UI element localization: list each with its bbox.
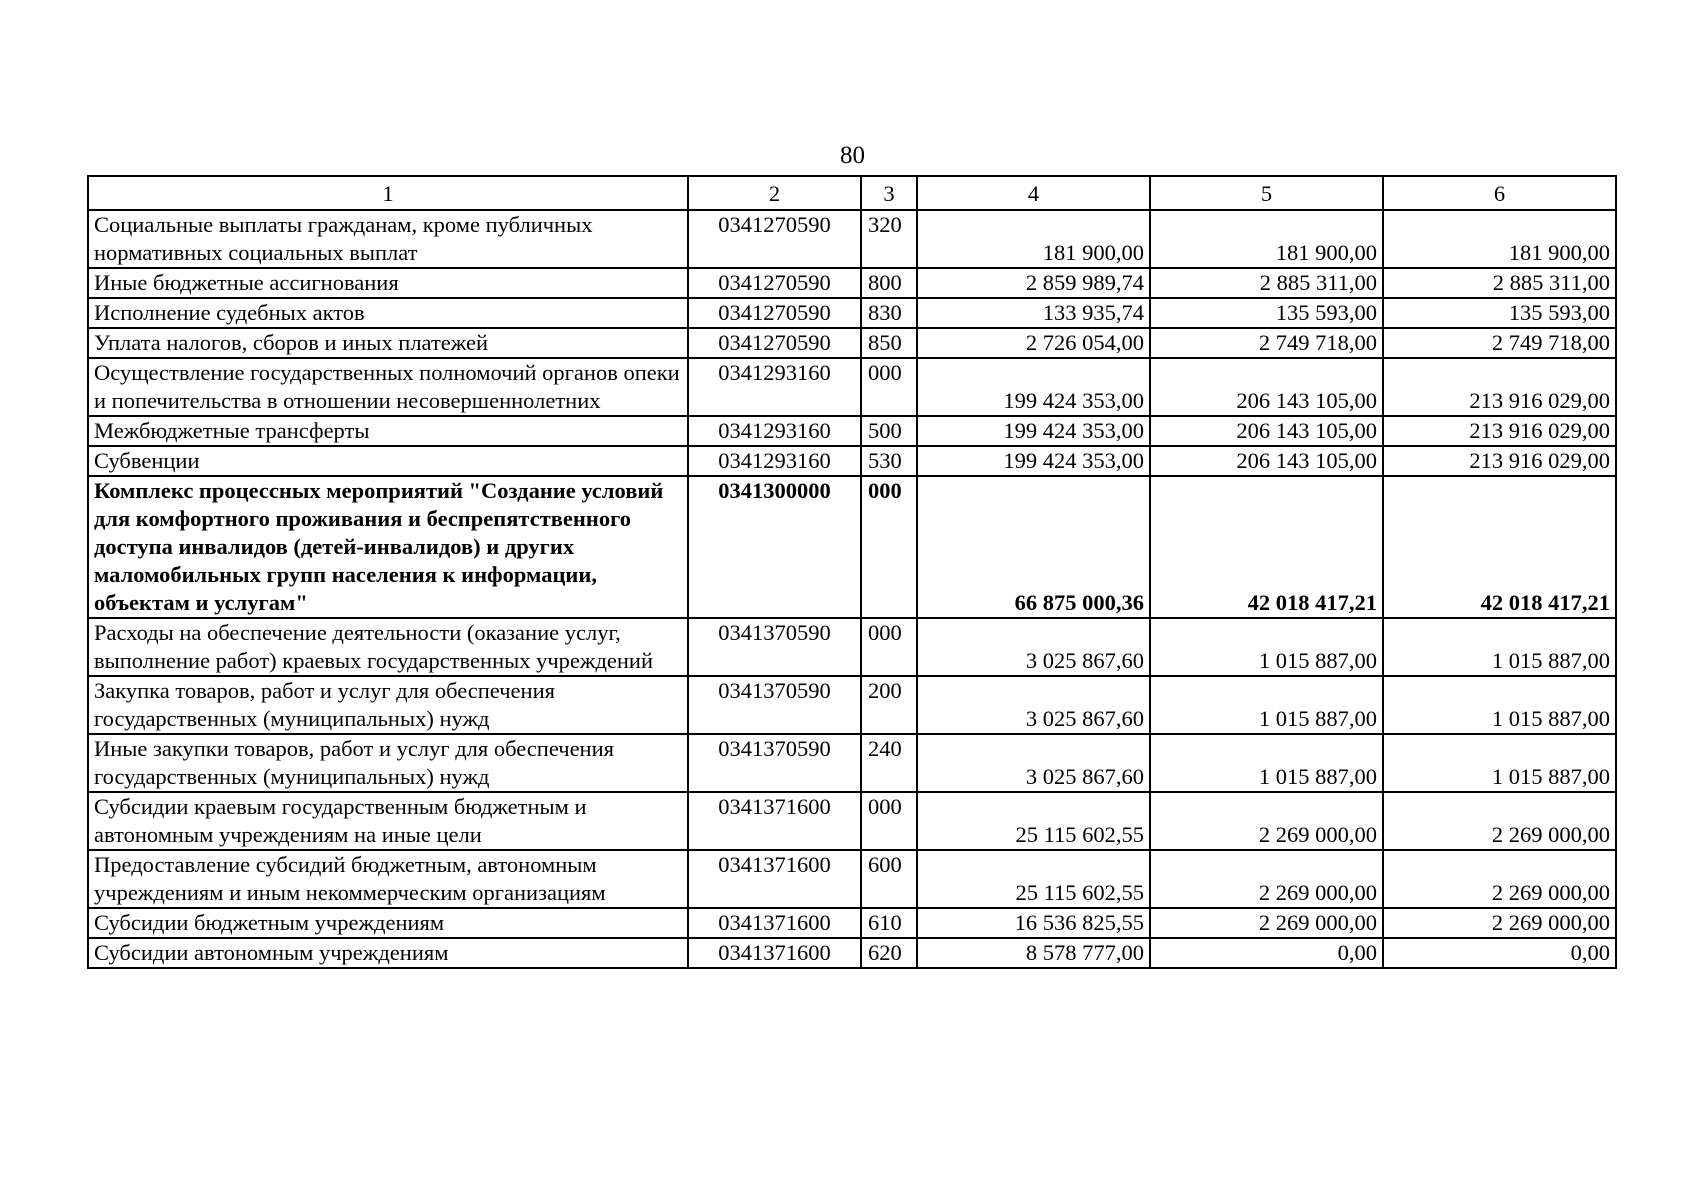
table-row (88, 908, 1616, 938)
cell-amount-col5: 2 269 000,00 (1150, 850, 1383, 908)
cell-code: 0341371600 (688, 908, 861, 938)
cell-name: Субсидии краевым государственным бюджетным и автономным учреждениям на иные цели (88, 792, 688, 850)
table-row (88, 792, 1616, 850)
cell-amount-col4: 25 115 602,55 (917, 850, 1150, 908)
header-col-3: 3 (861, 176, 917, 210)
cell-amount-col6: 2 269 000,00 (1383, 850, 1616, 908)
table-row (88, 618, 1616, 676)
cell-expense-type: 200 (861, 676, 917, 734)
cell-amount-col4: 3 025 867,60 (917, 734, 1150, 792)
header-col-1: 1 (88, 176, 688, 210)
cell-amount-col5: 135 593,00 (1150, 298, 1383, 328)
cell-name: Иные бюджетные ассигнования (88, 268, 688, 298)
cell-expense-type: 600 (861, 850, 917, 908)
table-row (88, 416, 1616, 446)
table-row (88, 298, 1616, 328)
cell-amount-col5: 2 749 718,00 (1150, 328, 1383, 358)
cell-name: Иные закупки товаров, работ и услуг для обеспечения государственных (муниципальных) нужд (88, 734, 688, 792)
cell-name: Осуществление государственных полномочий органов опеки и попечительства в отношении несовершеннолетних (88, 358, 688, 416)
table-row (88, 850, 1616, 908)
table-row (88, 268, 1616, 298)
cell-name: Уплата налогов, сборов и иных платежей (88, 328, 688, 358)
header-col-2: 2 (688, 176, 861, 210)
cell-code: 0341270590 (688, 298, 861, 328)
cell-expense-type: 610 (861, 908, 917, 938)
cell-amount-col4: 199 424 353,00 (917, 416, 1150, 446)
cell-name: Исполнение судебных актов (88, 298, 688, 328)
cell-amount-col4: 3 025 867,60 (917, 618, 1150, 676)
table-row (88, 210, 1616, 268)
cell-code: 0341293160 (688, 358, 861, 416)
cell-name: Субсидии автономным учреждениям (88, 938, 688, 968)
table-row (88, 358, 1616, 416)
cell-code: 0341270590 (688, 210, 861, 268)
cell-amount-col6: 2 269 000,00 (1383, 792, 1616, 850)
cell-amount-col6: 2 885 311,00 (1383, 268, 1616, 298)
cell-amount-col4: 181 900,00 (917, 210, 1150, 268)
cell-amount-col4: 25 115 602,55 (917, 792, 1150, 850)
cell-code: 0341270590 (688, 268, 861, 298)
cell-expense-type: 620 (861, 938, 917, 968)
cell-amount-col5: 1 015 887,00 (1150, 618, 1383, 676)
cell-expense-type: 320 (861, 210, 917, 268)
cell-amount-col5: 42 018 417,21 (1150, 476, 1383, 618)
cell-amount-col6: 0,00 (1383, 938, 1616, 968)
cell-amount-col6: 1 015 887,00 (1383, 734, 1616, 792)
cell-amount-col5: 206 143 105,00 (1150, 446, 1383, 476)
cell-code: 0341300000 (688, 476, 861, 618)
cell-code: 0341371600 (688, 938, 861, 968)
budget-table (87, 175, 1617, 969)
table-header-row (88, 176, 1616, 210)
cell-amount-col6: 181 900,00 (1383, 210, 1616, 268)
cell-name: Субсидии бюджетным учреждениям (88, 908, 688, 938)
header-col-5: 5 (1150, 176, 1383, 210)
cell-amount-col4: 199 424 353,00 (917, 358, 1150, 416)
cell-name: Субвенции (88, 446, 688, 476)
cell-expense-type: 240 (861, 734, 917, 792)
cell-name: Межбюджетные трансферты (88, 416, 688, 446)
table-row (88, 734, 1616, 792)
cell-amount-col5: 1 015 887,00 (1150, 676, 1383, 734)
cell-amount-col5: 206 143 105,00 (1150, 416, 1383, 446)
cell-amount-col5: 206 143 105,00 (1150, 358, 1383, 416)
cell-code: 0341371600 (688, 850, 861, 908)
page-number: 80 (840, 142, 865, 169)
cell-expense-type: 830 (861, 298, 917, 328)
cell-expense-type: 000 (861, 476, 917, 618)
cell-expense-type: 530 (861, 446, 917, 476)
cell-code: 0341270590 (688, 328, 861, 358)
cell-amount-col6: 1 015 887,00 (1383, 618, 1616, 676)
cell-amount-col6: 135 593,00 (1383, 298, 1616, 328)
cell-amount-col6: 213 916 029,00 (1383, 358, 1616, 416)
cell-name: Расходы на обеспечение деятельности (оказание услуг, выполнение работ) краевых государственных учреждений (88, 618, 688, 676)
cell-name: Закупка товаров, работ и услуг для обеспечения государственных (муниципальных) нужд (88, 676, 688, 734)
table-row (88, 328, 1616, 358)
cell-amount-col4: 8 578 777,00 (917, 938, 1150, 968)
cell-amount-col6: 2 269 000,00 (1383, 908, 1616, 938)
cell-expense-type: 000 (861, 618, 917, 676)
cell-amount-col4: 2 859 989,74 (917, 268, 1150, 298)
cell-amount-col6: 213 916 029,00 (1383, 446, 1616, 476)
table-row (88, 676, 1616, 734)
cell-expense-type: 850 (861, 328, 917, 358)
cell-expense-type: 000 (861, 792, 917, 850)
cell-amount-col5: 2 269 000,00 (1150, 908, 1383, 938)
table-body (88, 210, 1616, 968)
cell-amount-col6: 1 015 887,00 (1383, 676, 1616, 734)
cell-amount-col6: 2 749 718,00 (1383, 328, 1616, 358)
cell-amount-col6: 42 018 417,21 (1383, 476, 1616, 618)
cell-amount-col5: 0,00 (1150, 938, 1383, 968)
cell-amount-col4: 16 536 825,55 (917, 908, 1150, 938)
cell-name: Предоставление субсидий бюджетным, автономным учреждениям и иным некоммерческим организациям (88, 850, 688, 908)
header-col-4: 4 (917, 176, 1150, 210)
cell-amount-col5: 181 900,00 (1150, 210, 1383, 268)
cell-name: Комплекс процессных мероприятий "Создание условий для комфортного проживания и беспрепятственного доступа инвалидов (детей-инвалидов) и других маломобильных групп населения к информации, объектам и услугам" (88, 476, 688, 618)
cell-code: 0341293160 (688, 416, 861, 446)
cell-code: 0341370590 (688, 618, 861, 676)
table-row (88, 446, 1616, 476)
cell-amount-col4: 3 025 867,60 (917, 676, 1150, 734)
header-col-6: 6 (1383, 176, 1616, 210)
cell-amount-col5: 1 015 887,00 (1150, 734, 1383, 792)
cell-expense-type: 500 (861, 416, 917, 446)
cell-expense-type: 800 (861, 268, 917, 298)
table-row (88, 938, 1616, 968)
cell-amount-col5: 2 885 311,00 (1150, 268, 1383, 298)
cell-code: 0341293160 (688, 446, 861, 476)
cell-amount-col6: 213 916 029,00 (1383, 416, 1616, 446)
cell-code: 0341370590 (688, 734, 861, 792)
cell-amount-col4: 133 935,74 (917, 298, 1150, 328)
cell-code: 0341371600 (688, 792, 861, 850)
cell-expense-type: 000 (861, 358, 917, 416)
table-row (88, 476, 1616, 618)
cell-amount-col4: 2 726 054,00 (917, 328, 1150, 358)
cell-amount-col5: 2 269 000,00 (1150, 792, 1383, 850)
cell-name: Социальные выплаты гражданам, кроме публичных нормативных социальных выплат (88, 210, 688, 268)
cell-code: 0341370590 (688, 676, 861, 734)
cell-amount-col4: 199 424 353,00 (917, 446, 1150, 476)
cell-amount-col4: 66 875 000,36 (917, 476, 1150, 618)
